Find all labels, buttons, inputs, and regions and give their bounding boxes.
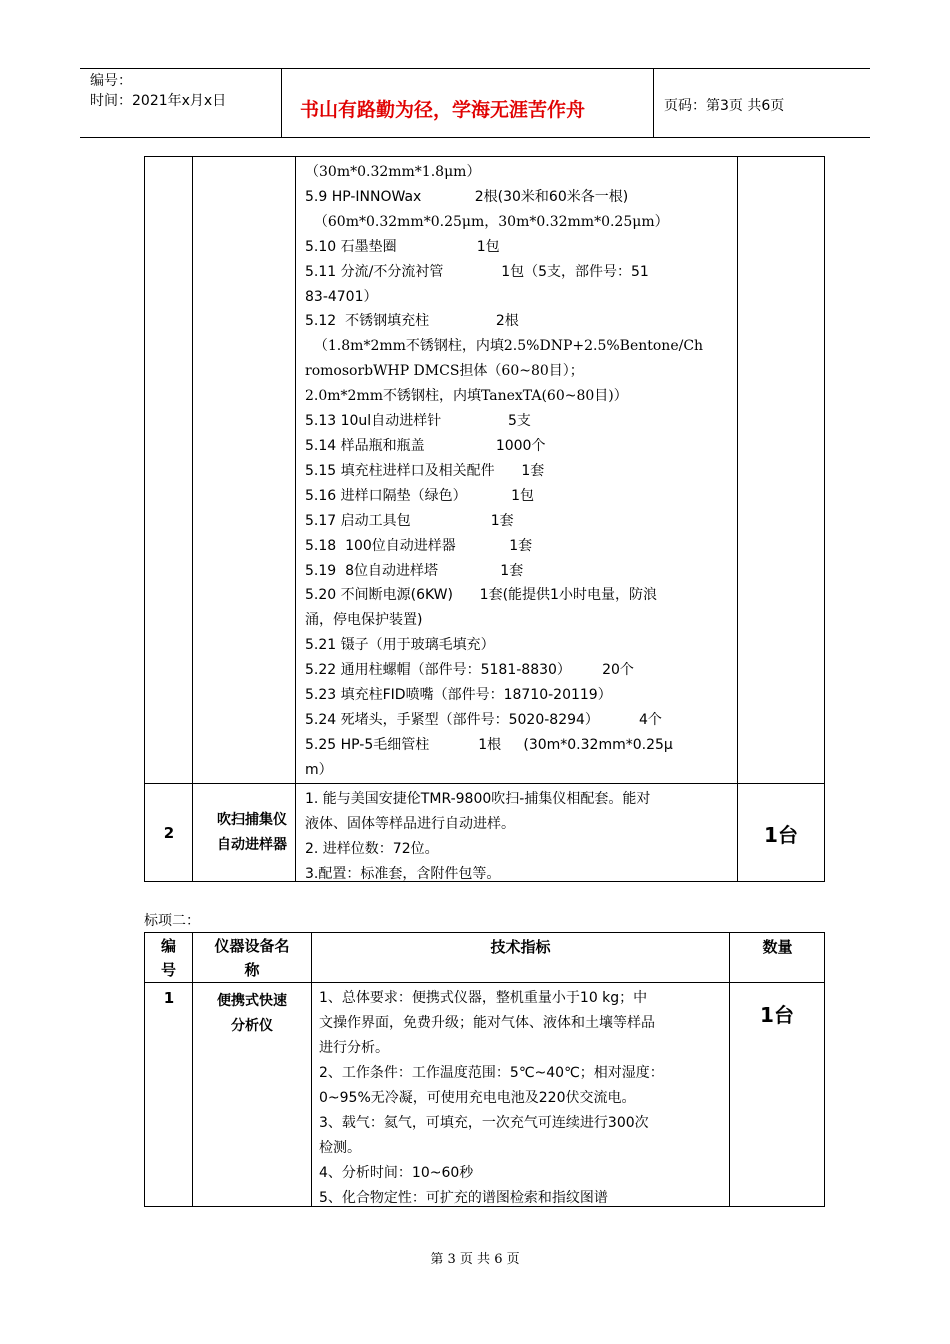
spec-line: 2. 进样位数：72位。	[305, 841, 439, 857]
header-text: 称	[244, 961, 260, 979]
date-label: 时间：2021年x月x日	[90, 93, 227, 109]
spec-line: 进行分析。	[319, 1040, 389, 1056]
spec-line: 5.21 镊子（用于玻璃毛填充）	[305, 637, 495, 654]
spec-line: 3.配置：标准套，含附件包等。	[305, 866, 501, 882]
spec-line: 1、总体要求：便携式仪器，整机重量小于10 kg；中	[319, 990, 648, 1006]
header-spec	[312, 933, 729, 983]
header-number	[145, 933, 192, 983]
header-text: 编	[160, 937, 176, 955]
equipment-name-line: 便携式快速	[217, 993, 287, 1009]
number-label: 编号：	[90, 73, 132, 89]
spec-line: 2、工作条件：工作温度范围：5℃~40℃；相对湿度：	[319, 1065, 664, 1081]
spec-line: 5.24 死堵头，手紧型（部件号：5020-8294） 4个	[305, 711, 662, 728]
spec-line: m）	[305, 761, 333, 778]
col-divider	[192, 157, 193, 881]
spec-line: （60m*0.32mm*0.25μm，30m*0.32mm*0.25μm）	[305, 213, 669, 230]
spec-line: 涌，停电保护装置)	[305, 612, 423, 629]
header-name	[193, 933, 311, 983]
spec-line: 5.20 不间断电源(6KW) 1套(能提供1小时电量，防浪	[305, 587, 657, 604]
equipment-spec	[319, 986, 729, 1211]
header-meta	[80, 69, 282, 137]
spec-line: 液体、固体等样品进行自动进样。	[305, 816, 515, 832]
spec-table-section2	[144, 932, 825, 1207]
spec-line: 0~95%无冷凝，可使用充电电池及220伏交流电。	[319, 1090, 636, 1106]
equipment-name-line: 分析仪	[231, 1018, 273, 1034]
spec-line: 5.13 10ul自动进样针 5支	[305, 413, 531, 430]
spec-line: 检测。	[319, 1140, 361, 1156]
spec-line: 5.22 通用柱螺帽（部件号：5181-8830） 20个	[305, 662, 634, 679]
equipment-quantity: 1台	[760, 1003, 794, 1027]
header-page-cell	[654, 69, 870, 137]
equipment-spec	[305, 787, 735, 887]
spec-line: 5.16 进样口隔垫（绿色） 1包	[305, 487, 535, 504]
spec-line: 5.23 填充柱FID喷嘴（部件号：18710-20119）	[305, 687, 612, 704]
spec-line: 2.0m*2mm不锈钢柱，内填TanexTA(60~80目)）	[305, 388, 628, 405]
spec-line: 5.10 石墨垫圈 1包	[305, 238, 500, 255]
spec-line: 83-4701）	[305, 288, 378, 305]
spec-line: （30m*0.32mm*1.8μm）	[305, 164, 481, 180]
page-header	[80, 68, 870, 138]
header-motto-cell	[282, 69, 654, 137]
spec-line: 5.12 不锈钢填充柱 2根	[305, 313, 519, 330]
header-text: 数量	[762, 938, 793, 956]
col-divider	[737, 157, 738, 881]
equipment-name-line: 自动进样器	[217, 837, 287, 853]
header-text: 仪器设备名	[214, 937, 290, 955]
header-text: 技术指标	[490, 938, 551, 956]
row-number: 1	[163, 989, 175, 1007]
spec-line: 1. 能与美国安捷伦TMR-9800吹扫-捕集仪相配套。能对	[305, 791, 651, 807]
equipment-name-line: 吹扫捕集仪	[217, 812, 287, 828]
spec-line: 5.18 100位自动进样器 1套	[305, 537, 533, 554]
page-footer: 第 3 页 共 6 页	[430, 1252, 520, 1267]
spec-list	[305, 160, 735, 783]
spec-line: 5.11 分流/不分流衬管 1包（5支，部件号：51	[305, 263, 649, 280]
spec-line: 5.15 填充柱进样口及相关配件 1套	[305, 462, 545, 479]
equipment-quantity: 1台	[764, 822, 798, 847]
page-label: 页码：第3页 共6页	[664, 98, 785, 114]
spec-line: 5.14 样品瓶和瓶盖 1000个	[305, 437, 546, 454]
equipment-name	[193, 784, 311, 882]
spec-table-continued	[144, 156, 825, 882]
row-number: 2	[163, 824, 175, 842]
equipment-name	[193, 989, 311, 1039]
spec-line: 4、分析时间：10~60秒	[319, 1165, 474, 1181]
header-text: 号	[160, 961, 176, 979]
header-quantity	[730, 933, 825, 983]
col-divider	[295, 157, 296, 881]
spec-line: （1.8m*2mm不锈钢柱，内填2.5%DNP+2.5%Bentone/Ch	[305, 338, 704, 355]
spec-line: 5.9 HP-INNOWax 2根(30米和60米各一根)	[305, 188, 629, 205]
spec-line: 5.19 8位自动进样塔 1套	[305, 562, 524, 579]
spec-line: 3、载气：氦气，可填充，一次充气可连续进行300次	[319, 1115, 649, 1131]
spec-line: 5.17 启动工具包 1套	[305, 512, 514, 529]
spec-line: 5、化合物定性：可扩充的谱图检索和指纹图谱	[319, 1190, 608, 1206]
section-caption: 标项二：	[144, 913, 200, 929]
spec-line: romosorbWHP DMCS担体（60~80目）；	[305, 363, 584, 380]
spec-line: 5.25 HP-5毛细管柱 1根 (30m*0.32mm*0.25μ	[305, 736, 673, 753]
spec-line: 文操作界面，免费升级；能对气体、液体和土壤等样品	[319, 1015, 655, 1031]
motto: 书山有路勤为径，学海无涯苦作舟	[300, 99, 586, 121]
